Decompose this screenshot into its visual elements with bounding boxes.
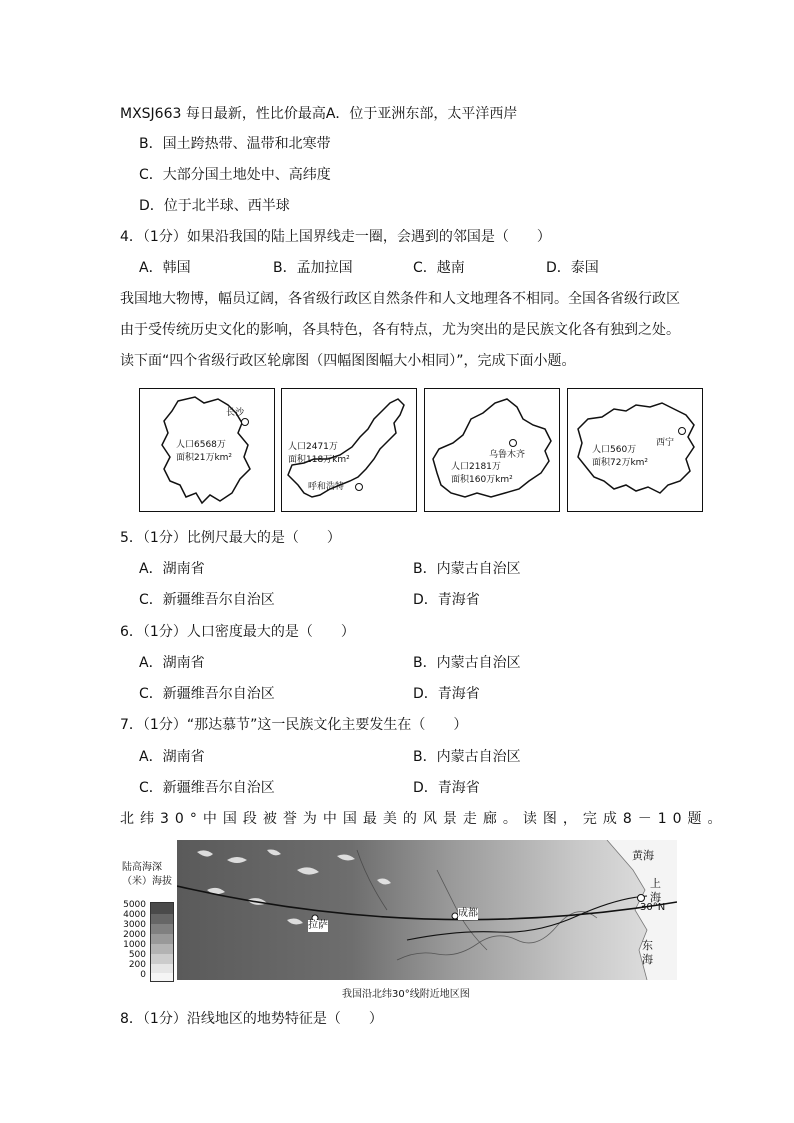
terrain-map <box>120 840 677 1000</box>
map-qinghai <box>567 388 703 512</box>
map-hunan <box>139 388 275 512</box>
province-maps <box>139 388 704 512</box>
legend-2000: 2000 <box>123 930 146 940</box>
q5-option-d: D．青海省 <box>413 592 480 608</box>
label-lhasa: 拉萨 <box>308 920 328 931</box>
legend-4000: 4000 <box>123 910 146 920</box>
xinjiang-population: 人口2181万 <box>451 462 501 472</box>
legend-5000: 5000 <box>123 900 146 910</box>
intro-line-2: 由于受传统历史文化的影响，各具特色，各有特点，尤为突出的是民族文化各有独到之处。 <box>120 322 680 338</box>
q7-option-a: A．湖南省 <box>139 749 205 765</box>
legend-0: 0 <box>140 970 146 980</box>
q4-option-b: B．孟加拉国 <box>273 260 353 276</box>
hunan-city-dot <box>241 418 249 426</box>
xinjiang-city-label: 乌鲁木齐 <box>489 450 526 460</box>
q7-stem: 7．（1分）“那达慕节”这一民族文化主要发生在（ ） <box>120 717 468 733</box>
hunan-area: 面积21万km² <box>176 453 233 463</box>
legend-500: 500 <box>128 950 146 960</box>
label-30n: 30°N <box>640 902 666 913</box>
q6-option-d: D．青海省 <box>413 686 480 702</box>
q3-option-c: C．大部分国土地处中、高纬度 <box>139 167 331 183</box>
label-east-sea-1: 东 <box>642 939 653 952</box>
xinjiang-city-dot <box>509 439 517 447</box>
q4-option-d: D．泰国 <box>546 260 599 276</box>
q7-option-b: B．内蒙古自治区 <box>413 749 521 765</box>
terrain-relief <box>177 840 677 980</box>
q5-option-c: C．新疆维吾尔自治区 <box>139 592 275 608</box>
label-chengdu: 成都 <box>458 908 478 919</box>
inner-mongolia-area: 面积118万km² <box>288 455 350 465</box>
label-east-sea-2: 海 <box>642 953 653 966</box>
q5-option-a: A．湖南省 <box>139 561 205 577</box>
elevation-legend <box>120 900 176 980</box>
inner-mongolia-population: 人口2471万 <box>288 442 338 452</box>
hunan-city-label: 长沙 <box>226 408 245 418</box>
q3-option-b: B．国土跨热带、温带和北寒带 <box>139 136 331 152</box>
xinjiang-area: 面积160万km² <box>451 475 513 485</box>
q7-option-c: C．新疆维吾尔自治区 <box>139 780 275 796</box>
label-yellow-sea: 黄海 <box>632 849 654 862</box>
legend-title-2: （米）海拔 <box>122 876 172 887</box>
q6-stem: 6．（1分）人口密度最大的是（ ） <box>120 624 355 640</box>
legend-1000: 1000 <box>123 940 146 950</box>
q3-header: MXSJ663 每日最新，性比价最高A．位于亚洲东部，太平洋西岸 <box>120 106 518 122</box>
terrain-map-caption: 我国沿北纬30°线附近地区图 <box>342 989 470 1000</box>
q6-option-b: B．内蒙古自治区 <box>413 655 521 671</box>
legend-3000: 3000 <box>123 920 146 930</box>
hunan-population: 人口6568万 <box>176 440 226 450</box>
intro2-text: 北纬30°中国段被誉为中国最美的风景走廊。读图，完成8－10题。 <box>120 811 728 827</box>
qinghai-city-dot <box>678 427 686 435</box>
map-xinjiang <box>424 388 560 512</box>
q4-option-c: C．越南 <box>413 260 465 276</box>
qinghai-area: 面积72万km² <box>592 458 649 468</box>
q3-option-d: D．位于北半球、西半球 <box>139 198 290 214</box>
qinghai-city-label: 西宁 <box>656 438 675 448</box>
q5-stem: 5．（1分）比例尺最大的是（ ） <box>120 530 341 546</box>
label-shanghai-2: 海 <box>650 891 661 904</box>
intro-line-3: 读下面“四个省级行政区轮廓图（四幅图图幅大小相同）”，完成下面小题。 <box>120 353 576 369</box>
q7-option-d: D．青海省 <box>413 780 480 796</box>
q8-stem: 8．（1分）沿线地区的地势特征是（ ） <box>120 1011 383 1027</box>
qinghai-population: 人口560万 <box>592 445 637 455</box>
legend-200: 200 <box>128 960 146 970</box>
intro-line-1: 我国地大物博，幅员辽阔，各省级行政区自然条件和人文地理各不相同。全国各省级行政区 <box>120 291 680 307</box>
q6-option-c: C．新疆维吾尔自治区 <box>139 686 275 702</box>
inner-mongolia-city-dot <box>355 483 363 491</box>
legend-swatches <box>150 902 174 982</box>
legend-title-1: 陆高海深 <box>122 862 162 873</box>
map-inner-mongolia <box>281 388 417 512</box>
q6-option-a: A．湖南省 <box>139 655 205 671</box>
q4-stem: 4．（1分）如果沿我国的陆上国界线走一圈，会遇到的邻国是（ ） <box>120 229 551 245</box>
inner-mongolia-city-label: 呼和浩特 <box>308 482 345 492</box>
label-shanghai-1: 上 <box>650 877 661 890</box>
q4-option-a: A．韩国 <box>139 260 191 276</box>
q5-option-b: B．内蒙古自治区 <box>413 561 521 577</box>
